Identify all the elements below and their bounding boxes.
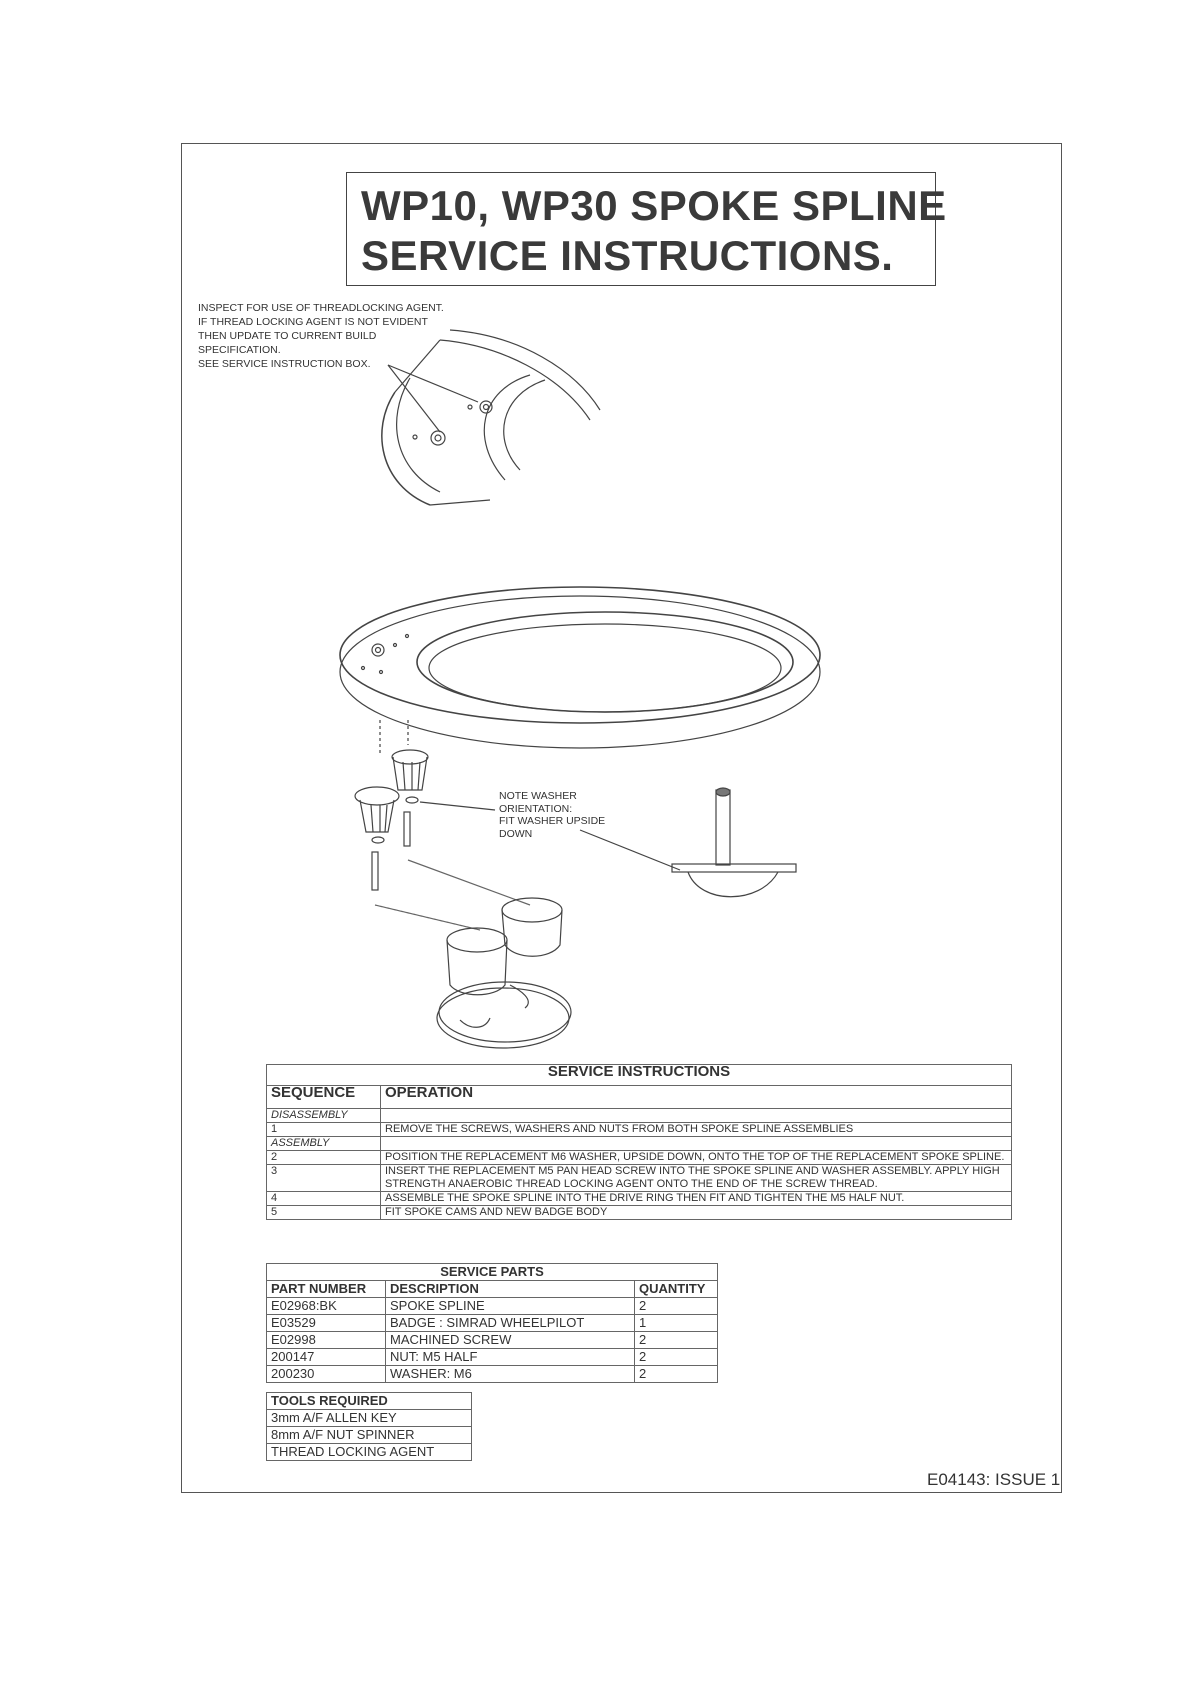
washer-note-line: NOTE WASHER: [499, 790, 577, 802]
title-line-2: SERVICE INSTRUCTIONS.: [361, 232, 894, 279]
part-quantity: 2: [635, 1349, 718, 1366]
tool-item: 8mm A/F NUT SPINNER: [267, 1427, 472, 1444]
step-op: REMOVE THE SCREWS, WASHERS AND NUTS FROM BOTH SPOKE SPLINE ASSEMBLIES: [381, 1123, 1012, 1137]
step-seq: 3: [267, 1165, 381, 1192]
part-quantity: 1: [635, 1315, 718, 1332]
table-row: [267, 1123, 1012, 1137]
inspect-note-line: SPECIFICATION.: [198, 344, 281, 356]
part-description: NUT: M5 HALF: [386, 1349, 635, 1366]
disassembly-section-label: DISASSEMBLY: [267, 1109, 381, 1123]
part-number: E02998: [267, 1332, 386, 1349]
step-seq: 5: [267, 1206, 381, 1220]
part-description: SPOKE SPLINE: [386, 1298, 635, 1315]
inspect-note-line: SEE SERVICE INSTRUCTION BOX.: [198, 358, 371, 370]
table-row: [267, 1192, 1012, 1206]
assembly-section-label: ASSEMBLY: [267, 1137, 381, 1151]
part-number: E02968:BK: [267, 1298, 386, 1315]
table-row: [267, 1332, 718, 1349]
step-op: INSERT THE REPLACEMENT M5 PAN HEAD SCREW INTO THE SPOKE SPLINE AND WASHER ASSEMBLY. APPLY HIGH STRENGTH ANAEROBIC THREAD LOCKING AGENT ONTO THE END OF THE SCREW THREAD.: [381, 1165, 1012, 1192]
part-description: BADGE : SIMRAD WHEELPILOT: [386, 1315, 635, 1332]
tools-header: TOOLS REQUIRED: [267, 1393, 472, 1410]
step-op: POSITION THE REPLACEMENT M6 WASHER, UPSIDE DOWN, ONTO THE TOP OF THE REPLACEMENT SPOKE SPLINE.: [381, 1151, 1012, 1165]
table-row: [267, 1165, 1012, 1192]
inspect-note-line: IF THREAD LOCKING AGENT IS NOT EVIDENT: [198, 316, 428, 328]
service-instructions-title: SERVICE INSTRUCTIONS: [267, 1065, 1012, 1086]
washer-note-line: FIT WASHER UPSIDE: [499, 815, 606, 827]
inspect-note-line: INSPECT FOR USE OF THREADLOCKING AGENT.: [198, 302, 444, 314]
table-row: [267, 1444, 472, 1461]
part-quantity: 2: [635, 1298, 718, 1315]
quantity-header: QUANTITY: [635, 1281, 718, 1298]
table-row: [267, 1298, 718, 1315]
table-cell-empty: [381, 1109, 1012, 1123]
step-op: ASSEMBLE THE SPOKE SPLINE INTO THE DRIVE RING THEN FIT AND TIGHTEN THE M5 HALF NUT.: [381, 1192, 1012, 1206]
washer-note-line: ORIENTATION:: [499, 802, 573, 815]
table-row: [267, 1427, 472, 1444]
operation-header: OPERATION: [381, 1086, 1012, 1109]
service-parts-title: SERVICE PARTS: [267, 1264, 718, 1281]
table-row: [267, 1366, 718, 1383]
sequence-header: SEQUENCE: [267, 1086, 381, 1109]
tools-required-table: [266, 1392, 472, 1461]
part-number: E03529: [267, 1315, 386, 1332]
part-description: WASHER: M6: [386, 1366, 635, 1383]
title-line-1: WP10, WP30 SPOKE SPLINE: [361, 182, 947, 229]
part-number: 200230: [267, 1366, 386, 1383]
tool-item: THREAD LOCKING AGENT: [267, 1444, 472, 1461]
washer-note-line: DOWN: [499, 827, 533, 840]
document-number: E04143: ISSUE 1: [927, 1470, 1061, 1489]
table-row: [267, 1410, 472, 1427]
table-cell-empty: [381, 1137, 1012, 1151]
part-quantity: 2: [635, 1332, 718, 1349]
step-seq: 2: [267, 1151, 381, 1165]
step-op: FIT SPOKE CAMS AND NEW BADGE BODY: [381, 1206, 1012, 1220]
step-seq: 1: [267, 1123, 381, 1137]
tool-item: 3mm A/F ALLEN KEY: [267, 1410, 472, 1427]
part-description: MACHINED SCREW: [386, 1332, 635, 1349]
table-row: [267, 1206, 1012, 1220]
part-number: 200147: [267, 1349, 386, 1366]
table-row: [267, 1349, 718, 1366]
service-instructions-table: [266, 1064, 1012, 1220]
step-seq: 4: [267, 1192, 381, 1206]
description-header: DESCRIPTION: [386, 1281, 635, 1298]
inspect-note-line: THEN UPDATE TO CURRENT BUILD: [198, 330, 377, 342]
part-number-header: PART NUMBER: [267, 1281, 386, 1298]
service-parts-table: [266, 1263, 718, 1383]
table-row: [267, 1315, 718, 1332]
table-row: [267, 1151, 1012, 1165]
washer-orientation-note: [499, 790, 605, 840]
part-quantity: 2: [635, 1366, 718, 1383]
